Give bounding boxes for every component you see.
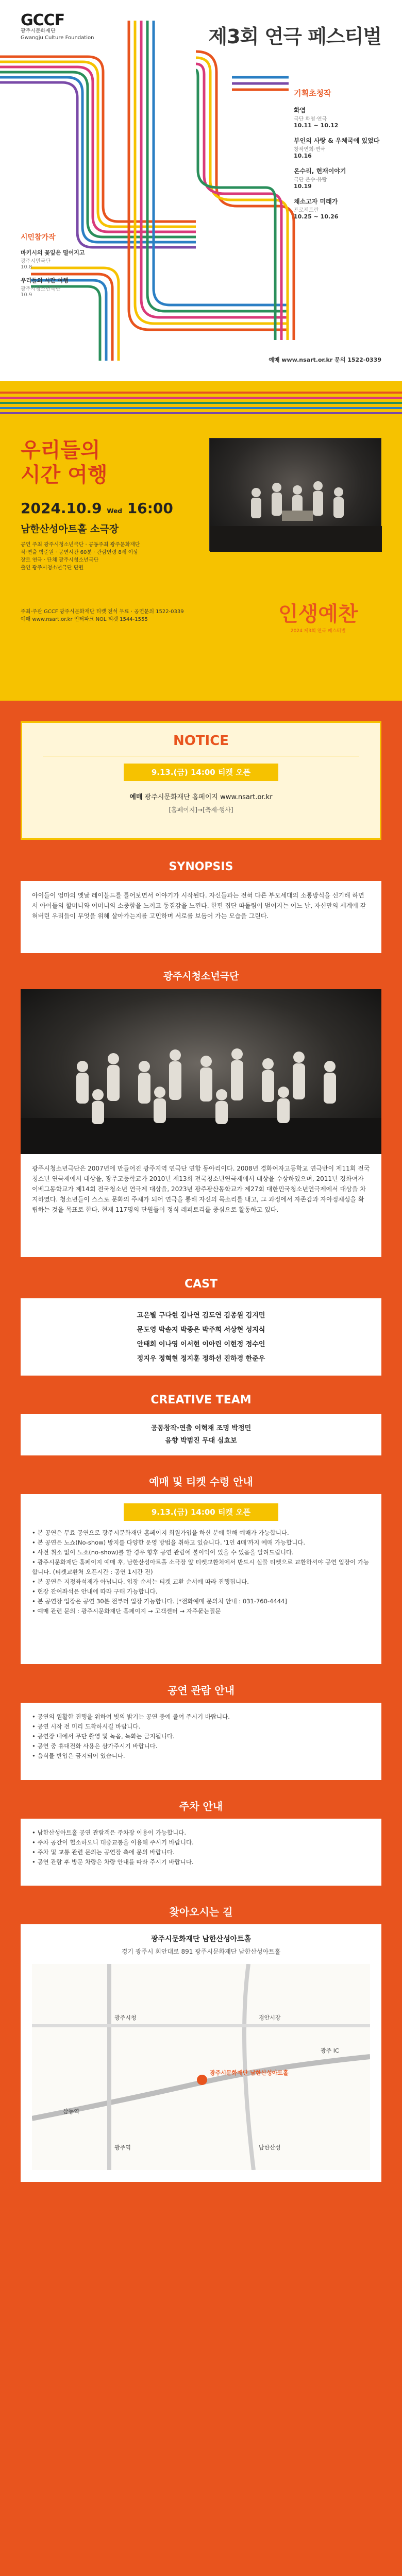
performance-contact-line: 예매 www.nsart.or.kr 인터파크 NOL 티켓 1544-1555 [21, 617, 148, 622]
booking-bullet: • 본 공연은 지정좌석제가 아닙니다. 입장 순서는 티켓 교환 순서에 따라 진행됩니다. [32, 1578, 249, 1585]
performance-title [21, 438, 108, 487]
notice-card [21, 721, 381, 840]
performance-info-line: 장르 연극 · 단체 광주시청소년극단 [21, 557, 99, 563]
stripe-line [0, 397, 402, 399]
map-venue: 광주시문화재단 남한산성아트홀 [150, 1935, 252, 1943]
performance-venue: 남한산성아트홀 소극장 [21, 523, 119, 535]
notice-ticket-open: 9.13.(금) 14:00 티켓 오픈 [124, 764, 278, 781]
booking-heading-wrap [21, 1473, 381, 1488]
citizen-item-date: 10.9 [21, 292, 32, 298]
map-label: 광주시문화재단 남한산성아트홀 [210, 2070, 289, 2076]
schedule-item-date: 10.11 ~ 10.12 [294, 122, 339, 129]
creative-heading-wrap [21, 1394, 381, 1406]
booking-heading: 예매 및 티켓 수령 안내 [149, 1476, 253, 1488]
cast-card [21, 1298, 381, 1376]
company-heading: 광주시청소년극단 [163, 971, 239, 982]
parking-bullet: • 주차 및 교통 관련 문의는 공연장 측에 문의 바랍니다. [32, 1849, 175, 1856]
logo-sub-korean: 광주시문화재단 [21, 28, 56, 34]
booking-bullet: • 예매 관련 문의 : 광주시문화재단 홈페이지 → 고객센터 → 자주묻는질문 [32, 1607, 221, 1615]
synopsis-heading: SYNOPSIS [169, 860, 233, 873]
booking-bullet: • 사전 취소 없이 노쇼(no-show)를 할 경우 향후 공연 관람에 불이익이 있을 수 있음을 알려드립니다. [32, 1549, 294, 1556]
notice-heading: NOTICE [173, 733, 229, 749]
booking-bullet: • 본 공연은 노쇼(No-show) 방지를 다양한 운영 방법을 취하고 있습니다. '1인 4매'까지 예매 가능합니다. [32, 1539, 306, 1546]
citizen-item-title: 우리들의 시간 여행 [21, 277, 69, 284]
venue-marker-icon [197, 2075, 207, 2085]
schedule-item-title: 채소고자 미래가 [294, 198, 338, 205]
etiquette-bullet: • 공연장 내에서 무단 촬영 및 녹음, 녹화는 금지됩니다. [32, 1733, 175, 1740]
citizen-item [21, 248, 98, 270]
performance-info [21, 541, 191, 572]
schedule-item [294, 166, 381, 190]
schedule-item [294, 197, 381, 220]
poster [0, 0, 402, 381]
schedule-item-sub: 창작연희·연극 [294, 147, 326, 152]
schedule-item-title: 부인의 사랑 & 우체국에 있었다 [294, 137, 380, 144]
festival-logo-text: 인생예찬 [278, 602, 358, 626]
citizen-item-sub: 광주시민극단 [21, 259, 51, 264]
stripe-line [0, 407, 402, 409]
cast-line: 문도영 박솔지 박종은 박주희 서상현 성지식 [137, 1326, 265, 1334]
performance-info-line: 공연 주최 광주시청소년극단 · 공동주최 광주문화재단 [21, 542, 140, 548]
performance-photo [209, 438, 381, 551]
company-heading-wrap [21, 969, 381, 982]
cast-line: 안태희 이나영 이서현 이아린 이현정 정수인 [137, 1341, 265, 1348]
performance-contact-line: 주최·주관 GCCF 광주시문화재단 티켓 전석 무료 · 공연문의 1522-0339 [21, 609, 184, 615]
creative-heading: CREATIVE TEAM [150, 1394, 252, 1406]
schedule-item-title: 화염 [294, 107, 306, 114]
parking-heading-wrap [21, 1798, 381, 1813]
parking-bullet: • 공연 관람 후 방문 차량은 차량 안내를 따라 주시기 바랍니다. [32, 1858, 194, 1866]
parking-heading: 주차 안내 [179, 1800, 223, 1812]
creative-card [21, 1414, 381, 1455]
map-label: 광주시청 [114, 2014, 137, 2021]
etiquette-bullets [32, 1712, 370, 1761]
festival-logo-sub: 2024 제3회 연극 페스티벌 [290, 629, 346, 634]
notice-reserve-path: [홈페이지]→[축제·행사] [169, 806, 233, 814]
parking-bullets [32, 1828, 370, 1867]
schedule-item-sub: 프로젝트란 [294, 208, 319, 213]
cast-line: 고은별 구다현 김나연 김도연 김종원 김지민 [137, 1312, 265, 1319]
gccf-logo-mark: GCCF [21, 11, 65, 29]
performance-weekday: Wed [107, 507, 122, 515]
performance-datetime [21, 500, 173, 517]
map-heading: 찾아오시는 길 [169, 1906, 233, 1918]
booking-bullets [32, 1528, 370, 1616]
schedule-item [294, 106, 381, 129]
notice-reserve [22, 791, 380, 801]
map-label: 삼동역 [63, 2108, 79, 2115]
stripe-line [0, 412, 402, 414]
etiquette-heading-wrap [21, 1682, 381, 1697]
citizen-works [21, 232, 98, 304]
map-label: 남한산성 [259, 2144, 281, 2151]
festival-logo [278, 598, 358, 634]
performance-contact [21, 608, 216, 623]
performance-title-line: 우리들의 [21, 438, 100, 462]
performance-date: 2024.10.9 [21, 500, 102, 517]
cast-heading-wrap [21, 1278, 381, 1291]
synopsis-section [21, 860, 381, 873]
company-photo [21, 989, 381, 1154]
citizen-item [21, 276, 98, 298]
invited-works-schedule [294, 88, 381, 227]
poster-logo [21, 13, 94, 41]
performance-section [0, 381, 402, 701]
synopsis-text: 아이들이 엄마의 옛날 레이블드를 틀어보면서 이야기가 시작된다. 자신들과는 전혀 다른 부모세대의 소통방식을 신기해 하면서 아이들의 할머니와 어머니의 소중함을 느끼고 동질감을 느낀다. 한편 집단 따돌림이 벌어지는 어느 날, 자신만의 세계에 갇혀버린 우리들이 무엇을 위해 살아가는지를 고민하며 서로를 보듬어 가는 모습을 그린다. [32, 892, 366, 920]
parking-bullet: • 남한산성아트홀 공연 관람객은 주차장 이용이 가능합니다. [32, 1829, 186, 1836]
cast-heading: CAST [184, 1278, 218, 1291]
stripe-line [0, 392, 402, 394]
schedule-item-date: 10.25 ~ 10.26 [294, 213, 339, 220]
stage-scene-illustration [210, 438, 382, 552]
booking-card [21, 1494, 381, 1664]
festival-title: 제3회 연극 페스티벌 [208, 25, 381, 48]
map-label: 광주역 [114, 2144, 131, 2151]
citizen-item-sub: 광주시청소년극단 [21, 286, 61, 292]
map-address: 경기 광주시 회안대로 891 광주시문화재단 남한산성아트홀 [121, 1948, 281, 1955]
schedule-heading: 기획초청작 [294, 89, 331, 98]
schedule-item-sub: 극단 온수·유랑 [294, 177, 327, 183]
logo-sub-english: Gwangju Culture Foundation [21, 35, 94, 41]
etiquette-bullet: • 음식물 반입은 금지되어 있습니다. [32, 1752, 125, 1759]
etiquette-bullet: • 공연의 원활한 진행을 위하여 빛의 밝기는 공연 중에 줄여 주시기 바랍니다. [32, 1713, 230, 1720]
schedule-item-date: 10.19 [294, 183, 312, 190]
poster-footer: 예매 www.nsart.or.kr 문의 1522-0339 [269, 357, 381, 363]
map-label: 경안시장 [259, 2014, 281, 2021]
creative-line: 공동창작·연출 이혁재 조명 박정민 [150, 1425, 252, 1432]
booking-bullet: • 본 공연은 무료 공연으로 광주시문화재단 홈페이지 회원가입을 하신 분에 한해 예매가 가능합니다. [32, 1529, 289, 1536]
performance-title-line: 시간 여행 [21, 463, 108, 487]
booking-bullet: • 현장 잔여좌석은 안내에 따라 구매 가능합니다. [32, 1588, 158, 1595]
etiquette-bullet: • 공연 중 휴대전화 사용은 삼가주시기 바랍니다. [32, 1742, 158, 1750]
citizen-item-date: 10.8 [21, 264, 32, 270]
etiquette-bullet: • 공연 시작 전 미리 도착하시길 바랍니다. [32, 1723, 141, 1730]
company-card [21, 989, 381, 1257]
booking-bullet: • 본 공연장 입장은 공연 30분 전부터 입장 가능합니다. [*전화예매 문의처 안내 : 031-760-4444] [32, 1598, 287, 1605]
schedule-item-sub: 극단 화염·연극 [294, 116, 327, 122]
performance-info-line: 작·연출 박준원 · 공연시간 60분 · 관람연령 8세 이상 [21, 550, 138, 555]
company-text: 광주시청소년극단은 2007년에 만들어진 광주지역 연극단 연합 동아리이다. 2008년 경화여자고등학교 연극반이 제11회 전국청소년 연극제에서 대상을, 광주고등학교가 2010년 제13회 전국청소년연극제에서 대상을 수상하였으며, 2011년 경화여자 이베그동학교가 제14회 전국청소년 연극제 대상을, 2023년 광주광산동학교가 제27회 대한민국청소년연극제에서 대상을 차지하였다. 청소년들이 스스로 문화의 주체가 되어 연극을 통해 자신의 목소리를 내고, 그 과정에서 자존감과 자아정체성을 확립하는 것을 목표로 한다. 현재 117명의 단원들이 정식 레퍼토리를 중심으로 활동하고 있다. [32, 1165, 370, 1213]
synopsis-card [21, 881, 381, 953]
stripe-line [0, 402, 402, 404]
citizen-item-title: 마키시의 꽃잎은 떨어지고 [21, 249, 85, 256]
etiquette-card [21, 1703, 381, 1780]
creative-line: 음향 박범진 무대 심효보 [165, 1437, 237, 1445]
parking-card [21, 1819, 381, 1886]
map-heading-wrap [21, 1904, 381, 1919]
notice-reserve-label: 예매 [129, 793, 143, 801]
schedule-item-title: 온수리, 현재이야기 [294, 167, 346, 175]
cast-line: 정지우 정혁현 정지훈 정하선 진하경 한준우 [137, 1355, 265, 1363]
parking-bullet: • 주차 공간이 협소하오니 대중교통을 이용해 주시기 바랍니다. [32, 1839, 194, 1846]
citizen-works-heading: 시민참가작 [21, 233, 56, 242]
booking-bullet: • 광주시문화재단 홈페이지 예매 후, 남한산성아트홀 소극장 앞 티켓교환처에서 반드시 실물 티켓으로 교환하셔야 공연 입장이 가능합니다. (티켓교환처 오픈시간 : 공연 1시간 전) [32, 1558, 370, 1575]
schedule-item [294, 136, 381, 159]
booking-ticket-open: 9.13.(금) 14:00 티켓 오픈 [124, 1503, 278, 1521]
performance-time: 16:00 [127, 500, 173, 517]
etiquette-heading: 공연 관람 안내 [167, 1684, 234, 1697]
location-map[interactable] [32, 1964, 370, 2170]
performance-info-line: 출연 광주시청소년극단 단원 [21, 565, 84, 571]
detail-body [0, 701, 402, 2576]
company-group-illustration [21, 989, 381, 1154]
map-label: 광주 IC [321, 2047, 339, 2054]
schedule-item-date: 10.16 [294, 152, 312, 159]
notice-reserve-site[interactable]: 광주시문화재단 홈페이지 www.nsart.or.kr [144, 793, 273, 801]
map-card [21, 1924, 381, 2182]
